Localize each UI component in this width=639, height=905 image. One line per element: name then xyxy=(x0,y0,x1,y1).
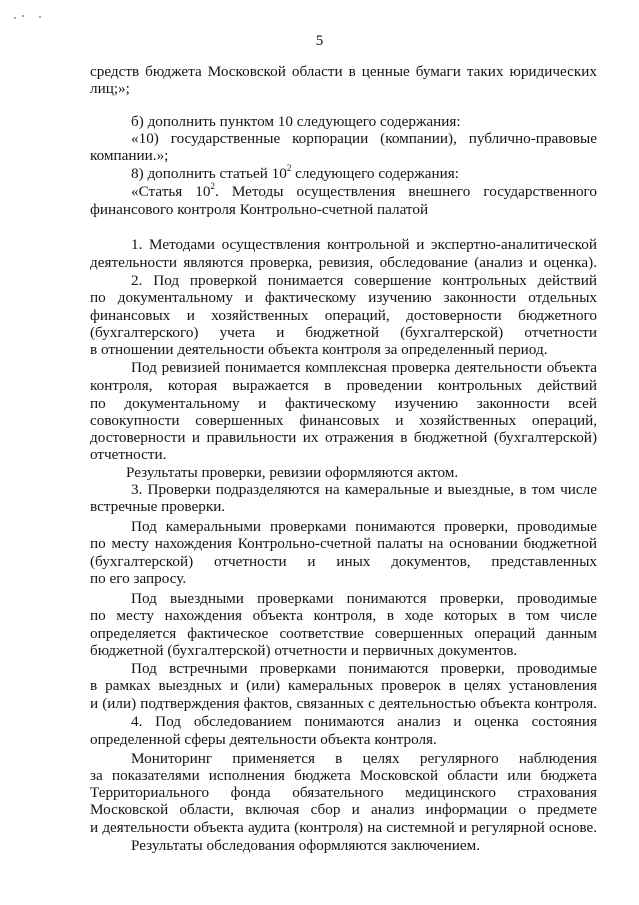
text-line: Результаты обследования оформляются заключением. xyxy=(131,837,481,854)
text-line: Московской области, включая сбор и анализ информации о предмете xyxy=(90,801,597,818)
superscript: 2 xyxy=(286,162,292,173)
text-line: 2. Под проверкой понимается совершение контрольных действий xyxy=(131,272,597,289)
text-line: Под ревизией понимается комплексная проверка деятельности объекта xyxy=(131,359,597,376)
text-line: (бухгалтерского) учета и бюджетной (бухгалтерской) отчетности xyxy=(90,324,597,341)
text-line: лиц;»; xyxy=(90,80,130,97)
article-heading-line xyxy=(131,180,597,201)
text-line: (бухгалтерской) отчетности и иных документов, представленных xyxy=(90,553,597,570)
superscript: 2 xyxy=(210,180,215,191)
text-line: компании.»; xyxy=(90,147,169,164)
text-line xyxy=(131,162,597,183)
text-line: б) дополнить пунктом 10 следующего содержания: xyxy=(131,113,461,130)
text-line: в отношении деятельности объекта контроля за определенный период. xyxy=(90,341,548,358)
text-line: в рамках выездных и (или) камеральных проверок в целях установления xyxy=(90,677,597,694)
text-line: Под встречными проверками понимаются проверки, проводимые xyxy=(131,660,597,677)
text-line: определенной сферы деятельности объекта контроля. xyxy=(90,731,437,748)
text-line: достоверности и правильности их отражения в бюджетной (бухгалтерской) xyxy=(90,429,597,446)
text-line: по документальному и фактическому изучению законности всей xyxy=(90,395,597,412)
text-line: 1. Методами осуществления контрольной и экспертно-аналитической xyxy=(131,236,597,253)
text-line: отчетности. xyxy=(90,446,167,463)
text-fragment: . Методы осуществления внешнего государственного xyxy=(214,183,597,200)
text-line: по месту нахождения Контрольно-счетной палаты на основании бюджетной xyxy=(90,535,597,552)
text-line: встречные проверки. xyxy=(90,498,226,515)
text-line: Под камеральными проверками понимаются проверки, проводимые xyxy=(131,518,597,535)
text-line: за показателями исполнения бюджета Московской области или бюджета xyxy=(90,767,597,784)
text-line: 3. Проверки подразделяются на камеральные и выездные, в том числе xyxy=(131,481,597,498)
text-line: «10) государственные корпорации (компании), публично-правовые xyxy=(131,130,597,147)
text-line: и деятельности объекта аудита (контроля) на системной и регулярной основе. xyxy=(90,819,597,836)
article-heading-line: финансового контроля Контрольно-счетной палатой xyxy=(90,201,429,218)
text-line: средств бюджета Московской области в ценные бумаги таких юридических xyxy=(90,63,597,80)
text-line: определяется фактическое соответствие совершенных операций данным xyxy=(90,625,597,642)
text-line: финансовых и хозяйственных операций, достоверности бюджетного xyxy=(90,307,597,324)
page-number: 5 xyxy=(315,33,324,49)
text-line: Мониторинг применяется в целях регулярного наблюдения xyxy=(131,750,597,767)
scan-specks xyxy=(14,14,44,20)
text-line: по месту нахождения объекта контроля, в ходе которых в том числе xyxy=(90,607,597,624)
text-line: совокупности совершенных финансовых и хозяйственных операций, xyxy=(90,412,597,429)
text-line: бюджетной (бухгалтерской) отчетности и первичных документов. xyxy=(90,642,518,659)
text-line: Результаты проверки, ревизии оформляются актом. xyxy=(126,464,459,481)
text-fragment: 8) дополнить статьей 10 xyxy=(131,165,287,182)
text-line: Под выездными проверками понимаются проверки, проводимые xyxy=(131,590,597,607)
text-line: контроля, которая выражается в проведении контрольных действий xyxy=(90,377,597,394)
text-fragment: «Статья 10 xyxy=(131,183,211,200)
text-line: 4. Под обследованием понимаются анализ и оценка состояния xyxy=(131,713,597,730)
text-line: и (или) подтверждения фактов, связанных с деятельностью объекта контроля. xyxy=(90,695,597,712)
text-fragment: следующего содержания: xyxy=(291,165,459,182)
text-line: по документальному и фактическому изучению законности отдельных xyxy=(90,289,597,306)
text-line: деятельности являются проверка, ревизия, обследование (анализ и оценка). xyxy=(90,254,597,271)
text-line: по его запросу. xyxy=(90,570,187,587)
text-line: Территориального фонда обязательного медицинского страхования xyxy=(90,784,597,801)
